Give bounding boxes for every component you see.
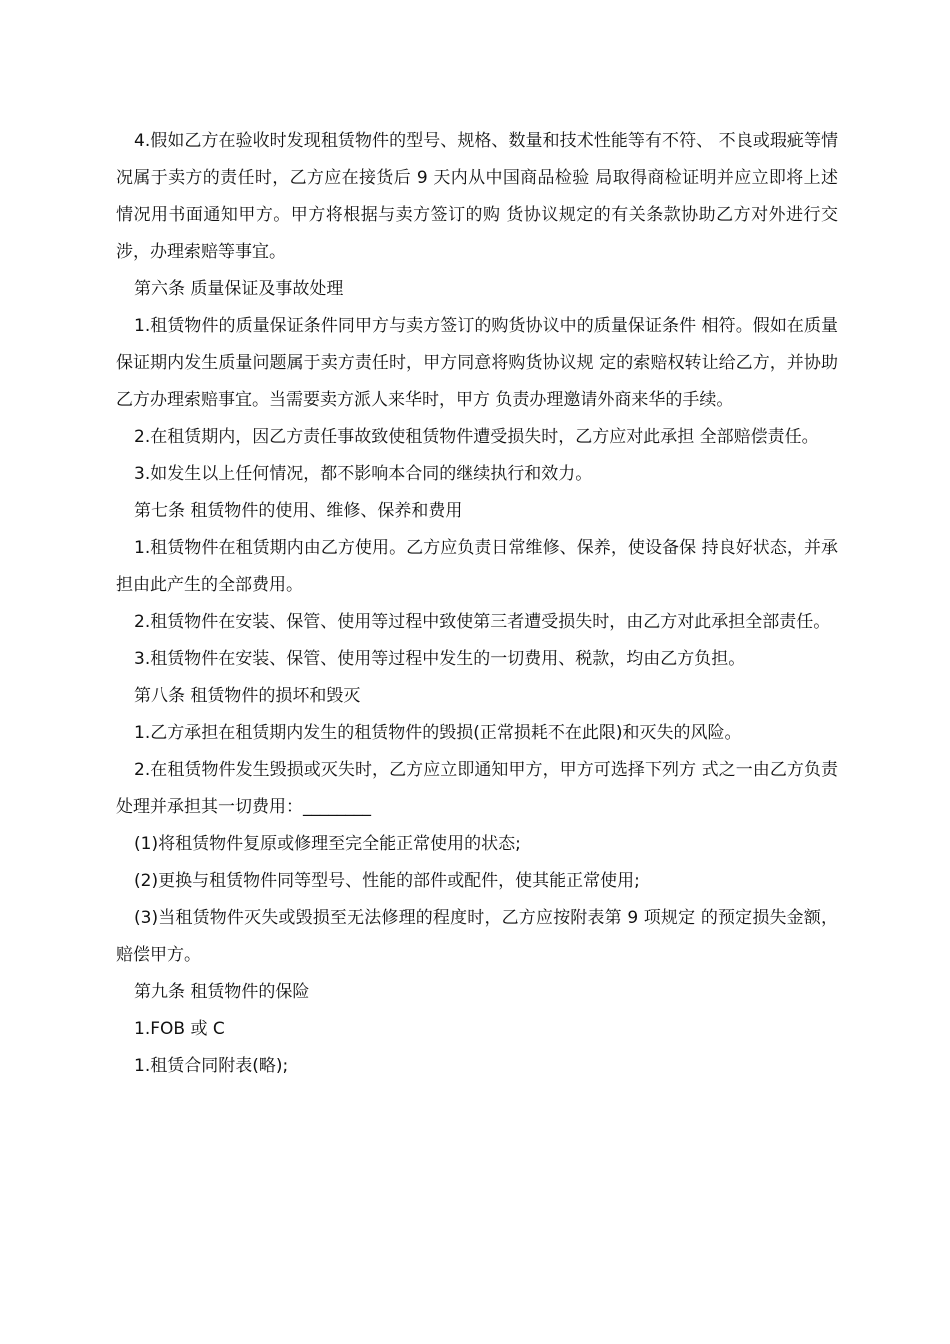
paragraph-art8-item1: 1.乙方承担在租赁期内发生的租赁物件的毁损(正常损耗不在此限)和灭失的风险。 xyxy=(134,723,742,743)
paragraph-art5-item4: 4.假如乙方在验收时发现租赁物件的型号、规格、数量和技术性能等有不符、 不良或瑕疵等情况属于卖方的责任时，乙方应在接货后 9 天内从中国商品检验 局取得商检证明并应立即将上述情况用书面通知甲方。甲方将根据与卖方签订的购 货协议规定的有关条款协助乙方对外进行交涉，办理索赔等事宜。 xyxy=(116,131,838,262)
paragraph-art6-item2: 2.在租赁期内，因乙方责任事故致使租赁物件遭受损失时，乙方应对此承担 全部赔偿责任。 xyxy=(134,427,819,447)
heading-article-8: 第八条 租赁物件的损坏和毁灭 xyxy=(134,686,361,706)
paragraph-art8-option2: (2)更换与租赁物件同等型号、性能的部件或配件，使其能正常使用; xyxy=(134,871,640,891)
heading-article-9: 第九条 租赁物件的保险 xyxy=(134,982,310,1002)
heading-article-7: 第七条 租赁物件的使用、维修、保养和费用 xyxy=(134,501,463,521)
paragraph-art6-item3: 3.如发生以上任何情况，都不影响本合同的继续执行和效力。 xyxy=(134,464,593,484)
paragraph-art7-item3: 3.租赁物件在安装、保管、使用等过程中发生的一切费用、税款，均由乙方负担。 xyxy=(134,649,746,669)
paragraph-art8-option3: (3)当租赁物件灭失或毁损至无法修理的程度时，乙方应按附表第 9 项规定 的预定损失金额，赔偿甲方。 xyxy=(116,908,838,965)
paragraph-appendix: 1.租赁合同附表(略); xyxy=(134,1056,289,1076)
paragraph-art9-item1: 1.FOB 或 C xyxy=(134,1019,225,1039)
document-body xyxy=(116,123,838,1085)
paragraph-art7-item2: 2.租赁物件在安装、保管、使用等过程中致使第三者遭受损失时，由乙方对此承担全部责任。 xyxy=(134,612,831,632)
heading-article-6: 第六条 质量保证及事故处理 xyxy=(134,279,344,299)
paragraph-art8-item2: 2.在租赁物件发生毁损或灭失时，乙方应立即通知甲方，甲方可选择下列方 式之一由乙方负责处理并承担其一切费用：________ xyxy=(116,760,838,817)
paragraph-art6-item1: 1.租赁物件的质量保证条件同甲方与卖方签订的购货协议中的质量保证条件 相符。假如在质量保证期内发生质量问题属于卖方责任时，甲方同意将购货协议规 定的索赔权转让给乙方，并协助乙方办理索赔事宜。当需要卖方派人来华时，甲方 负责办理邀请外商来华的手续。 xyxy=(116,316,838,410)
paragraph-art7-item1: 1.租赁物件在租赁期内由乙方使用。乙方应负责日常维修、保养，使设备保 持良好状态，并承担由此产生的全部费用。 xyxy=(116,538,838,595)
paragraph-art8-option1: (1)将租赁物件复原或修理至完全能正常使用的状态; xyxy=(134,834,521,854)
